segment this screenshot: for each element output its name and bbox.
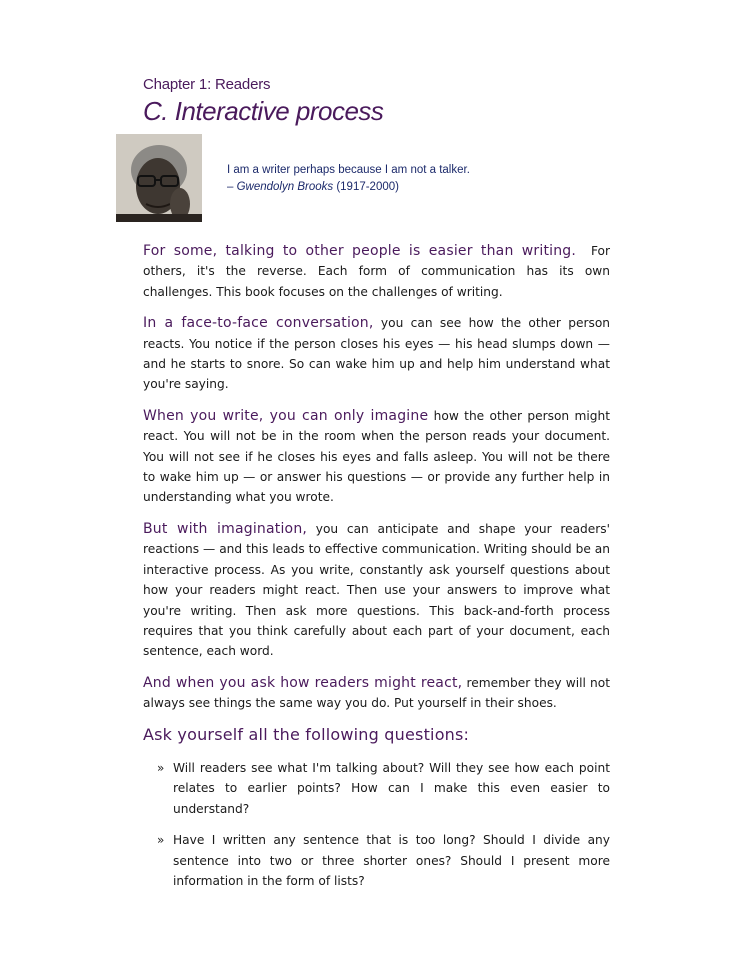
chapter-label: Chapter 1: Readers — [143, 76, 271, 93]
quote-years: (1917-2000) — [333, 181, 399, 193]
list-item: » Have I written any sentence that is too long? Should I divide any sentence into two or three shorter ones? Should I present more information in the form of lists? — [143, 830, 610, 891]
quote-attribution: – Gwendolyn Brooks (1917-2000) — [227, 181, 399, 193]
paragraph: For some, talking to other people is easier than writing. For others, it's the reverse. Each form of communication has its own challenges. This book focuses on the challenges of writing. — [143, 243, 610, 299]
list-item: » Will readers see what I'm talking about? Will they see how each point relates to earlier points? How can I make this even easier to understand? — [143, 758, 610, 819]
paragraph: In a face-to-face conversation, you can see how the other person reacts. You notice if the person closes his eyes — his head slumps down — and he starts to snore. So can wake him up and help him understand what you're saying. — [143, 315, 611, 392]
paragraph-lead: For some, talking to other people is easier than writing. — [143, 243, 577, 259]
quote-text: I am a writer perhaps because I am not a talker. — [227, 164, 470, 176]
author-portrait — [116, 134, 202, 222]
quote-author: Gwendolyn Brooks — [236, 181, 334, 193]
body-text — [143, 241, 610, 902]
paragraph: When you write, you can only imagine how the other person might react. You will not be in the room when the person reads your document. You will not see if he closes his eyes and falls asleep. You will not be there to wake him up — or answer his questions — or provide any further help in understanding what you wrote. — [143, 407, 611, 505]
chevron-bullet-icon: » — [157, 833, 165, 848]
paragraph: And when you ask how readers might react, remember they will not always see things the same way you do. Put yourself in their shoes. — [143, 674, 611, 711]
paragraph-lead: When you write, you can only imagine — [143, 407, 429, 424]
paragraph-lead: And when you ask how readers might react, — [143, 674, 463, 691]
epigraph — [227, 162, 470, 196]
question-list — [143, 758, 610, 891]
chevron-bullet-icon: » — [157, 760, 165, 775]
page-title: C. Interactive process — [143, 96, 384, 126]
section-heading: Ask yourself all the following questions: — [143, 724, 470, 744]
paragraph-lead: In a face-to-face conversation, — [143, 315, 374, 332]
paragraph-lead: But with imagination, — [143, 520, 308, 537]
paragraph: But with imagination, you can anticipate and shape your readers' reactions — and this leads to effective communication. Writing should be an interactive process. As you write, constantly ask yourself questions about how your readers might react. Then use your answers to improve what you're writing. Then ask more questions. This back-and-forth process requires that you think carefully about each part of your document, each sentence, each word. — [143, 520, 610, 659]
